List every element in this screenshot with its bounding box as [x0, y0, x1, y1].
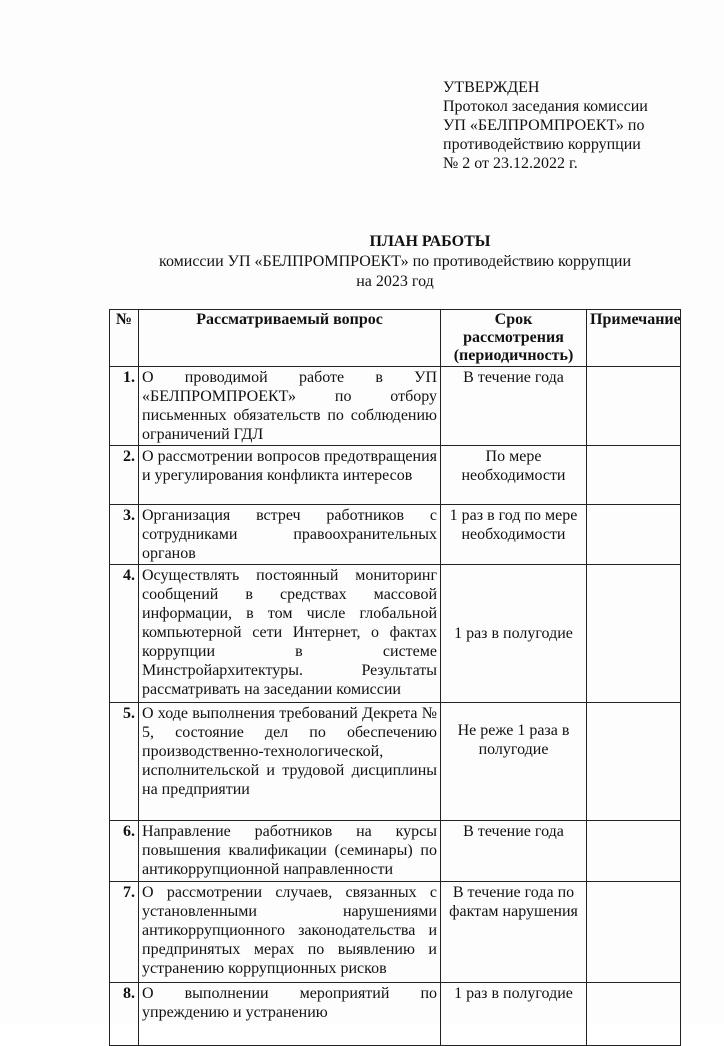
row-number: 6. — [110, 821, 139, 882]
header-note: Примечание — [587, 310, 681, 367]
row-question: Осуществлять постоянный мониторинг сообщений в средствах массовой информации, в том числе глобальной компьютерной сети Интернет, о фактах коррупции в системе Минстройархитектуры. Результаты рассматривать на заседании комиссии — [139, 565, 441, 703]
header-term: Срок рассмотрения (периодичность) — [441, 310, 587, 367]
row-number: 3. — [110, 505, 139, 565]
row-number: 4. — [110, 565, 139, 703]
approval-line: УТВЕРЖДЕН — [443, 79, 540, 96]
row-number: 1. — [110, 367, 139, 446]
approval-line: противодействию коррупции — [443, 136, 641, 153]
row-term: В течение года — [441, 367, 587, 446]
row-number: 5. — [110, 703, 139, 821]
row-question: О проводимой работе в УП «БЕЛПРОМПРОЕКТ» по отбору письменных обязательств по соблюдению ограничений ГДЛ — [139, 367, 441, 446]
approval-line: УП «БЕЛПРОМПРОЕКТ» по — [443, 117, 645, 134]
row-question: О рассмотрении вопросов предотвращения и урегулирования конфликта интересов — [139, 446, 441, 505]
table-row — [110, 505, 681, 565]
row-term: 1 раз в год по мере необходимости — [441, 505, 587, 565]
table-header-row — [110, 310, 681, 367]
title-subtitle: комиссии УП «БЕЛПРОМПРОЕКТ» по противодействию коррупции — [158, 253, 631, 270]
table-row — [110, 367, 681, 446]
plan-table — [109, 309, 681, 1046]
row-term: По мере необходимости — [441, 446, 587, 505]
row-term: В течение года по фактам нарушения — [441, 882, 587, 983]
header-num: № — [110, 310, 139, 367]
row-question: О рассмотрении случаев, связанных с установленными нарушениями антикоррупционного законодательства и предпринятых мерах по выявлению и устранению коррупционных рисков — [139, 882, 441, 983]
table-row — [110, 565, 681, 703]
table-row — [110, 821, 681, 882]
row-question: Направление работников на курсы повышения квалификации (семинары) по антикоррупционной направленности — [139, 821, 441, 882]
row-term: Не реже 1 раза в полугодие — [441, 703, 587, 821]
row-term: В течение года — [441, 821, 587, 882]
approval-line: Протокол заседания комиссии — [443, 98, 648, 115]
row-note — [587, 983, 681, 1046]
row-number: 8. — [110, 983, 139, 1046]
row-note — [587, 505, 681, 565]
row-term: 1 раз в полугодие — [441, 983, 587, 1046]
approval-stamp — [443, 78, 683, 173]
table-row — [110, 703, 681, 821]
row-note — [587, 446, 681, 505]
table-row — [110, 446, 681, 505]
row-number: 2. — [110, 446, 139, 505]
row-question: О выполнении мероприятий по упреждению и устранению — [139, 983, 441, 1046]
row-note — [587, 882, 681, 983]
row-term: 1 раз в полугодие — [441, 565, 587, 703]
table-row — [110, 983, 681, 1046]
row-number: 7. — [110, 882, 139, 983]
row-question: О ходе выполнения требований Декрета № 5, состояние дел по обеспечению производственно-технологической, исполнительской и трудовой дисциплины на предприятии — [139, 703, 441, 821]
row-note — [587, 565, 681, 703]
row-note — [587, 821, 681, 882]
document-title — [110, 232, 680, 292]
approval-line: № 2 от 23.12.2022 г. — [443, 155, 578, 172]
header-question: Рассматриваемый вопрос — [139, 310, 441, 367]
row-note — [587, 367, 681, 446]
title-year: на 2023 год — [356, 273, 434, 290]
table-row — [110, 882, 681, 983]
title-main: ПЛАН РАБОТЫ — [369, 233, 491, 250]
row-note — [587, 703, 681, 821]
row-question: Организация встреч работников с сотрудниками правоохранительных органов — [139, 505, 441, 565]
